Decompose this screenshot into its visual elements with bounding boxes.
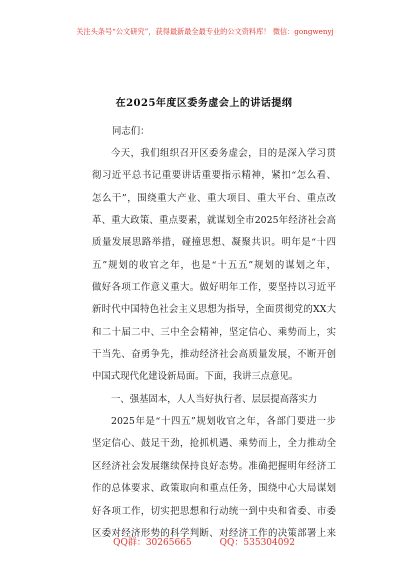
intro-paragraph [92, 143, 336, 389]
text-line: 五”规划的收官之年，也是“十五五”规划的谋划之年， [92, 259, 336, 271]
text-line: 作的总体要求、政策取向和重点任务，围绕中心大局谋划 [92, 483, 336, 495]
text-line: 革、重大政策、重点要素，就谋划全市2025年经济社会高 [92, 215, 336, 227]
text-line: 干当先、奋勇争先，推动经济社会高质量发展，不断开创 [92, 349, 336, 361]
section-heading: 一、强基固本，人人当好执行者、层层提高落实力 [111, 393, 318, 405]
salutation: 同志们： [112, 126, 150, 137]
footer-contact [0, 535, 408, 548]
header-banner: 关注头条号“公文研究”，获得最新最全最专业的公文资料库！ 微信：gongwenyj [76, 27, 334, 36]
text-line: 区委对经济形势的科学判断、对经济工作的决策部署上来 [92, 527, 336, 539]
text-line: 中国式现代化建设新局面。下面，我讲三点意见。 [92, 371, 299, 383]
text-line: 2025年是“十四五”规划收官之年，各部门要进一步 [111, 416, 336, 428]
document-title: 在2025年度区委务虚会上的讲话提纲 [115, 98, 293, 109]
section-paragraph [92, 411, 336, 545]
text-line: 质量发展思路举措，碰撞思想、凝聚共识。明年是“十四 [92, 237, 336, 249]
text-line: 怎么干”，围绕重大产业、重大项目、重大平台、重点改 [92, 192, 336, 204]
text-line: 和二十届二中、三中全会精神，坚定信心、乘势而上，实 [92, 326, 336, 338]
text-line: 坚定信心、鼓足干劲，抢抓机遇、乘势而上，全力推动全 [92, 438, 336, 450]
text-line: 做好各项工作意义重大。做好明年工作，要坚持以习近平 [92, 282, 336, 294]
text-line: 今天，我们组织召开区委务虚会，目的是深入学习贯 [111, 148, 336, 159]
text-line: 区经济社会发展继续保持良好态势。准确把握明年经济工 [92, 460, 336, 472]
text-line: 彻习近平总书记重要讲话重要指示精神，紧扣“怎么看、 [92, 170, 336, 182]
text-line: 好各项工作，切实把思想和行动统一到中央和省委、市委 [92, 505, 336, 517]
qq-group-number: QQ群：30265665 [113, 538, 192, 548]
qq-number: QQ：535304092 [219, 538, 295, 548]
document-body [92, 120, 336, 545]
text-line: 新时代中国特色社会主义思想为指导，全面贯彻党的XX大 [92, 304, 336, 316]
